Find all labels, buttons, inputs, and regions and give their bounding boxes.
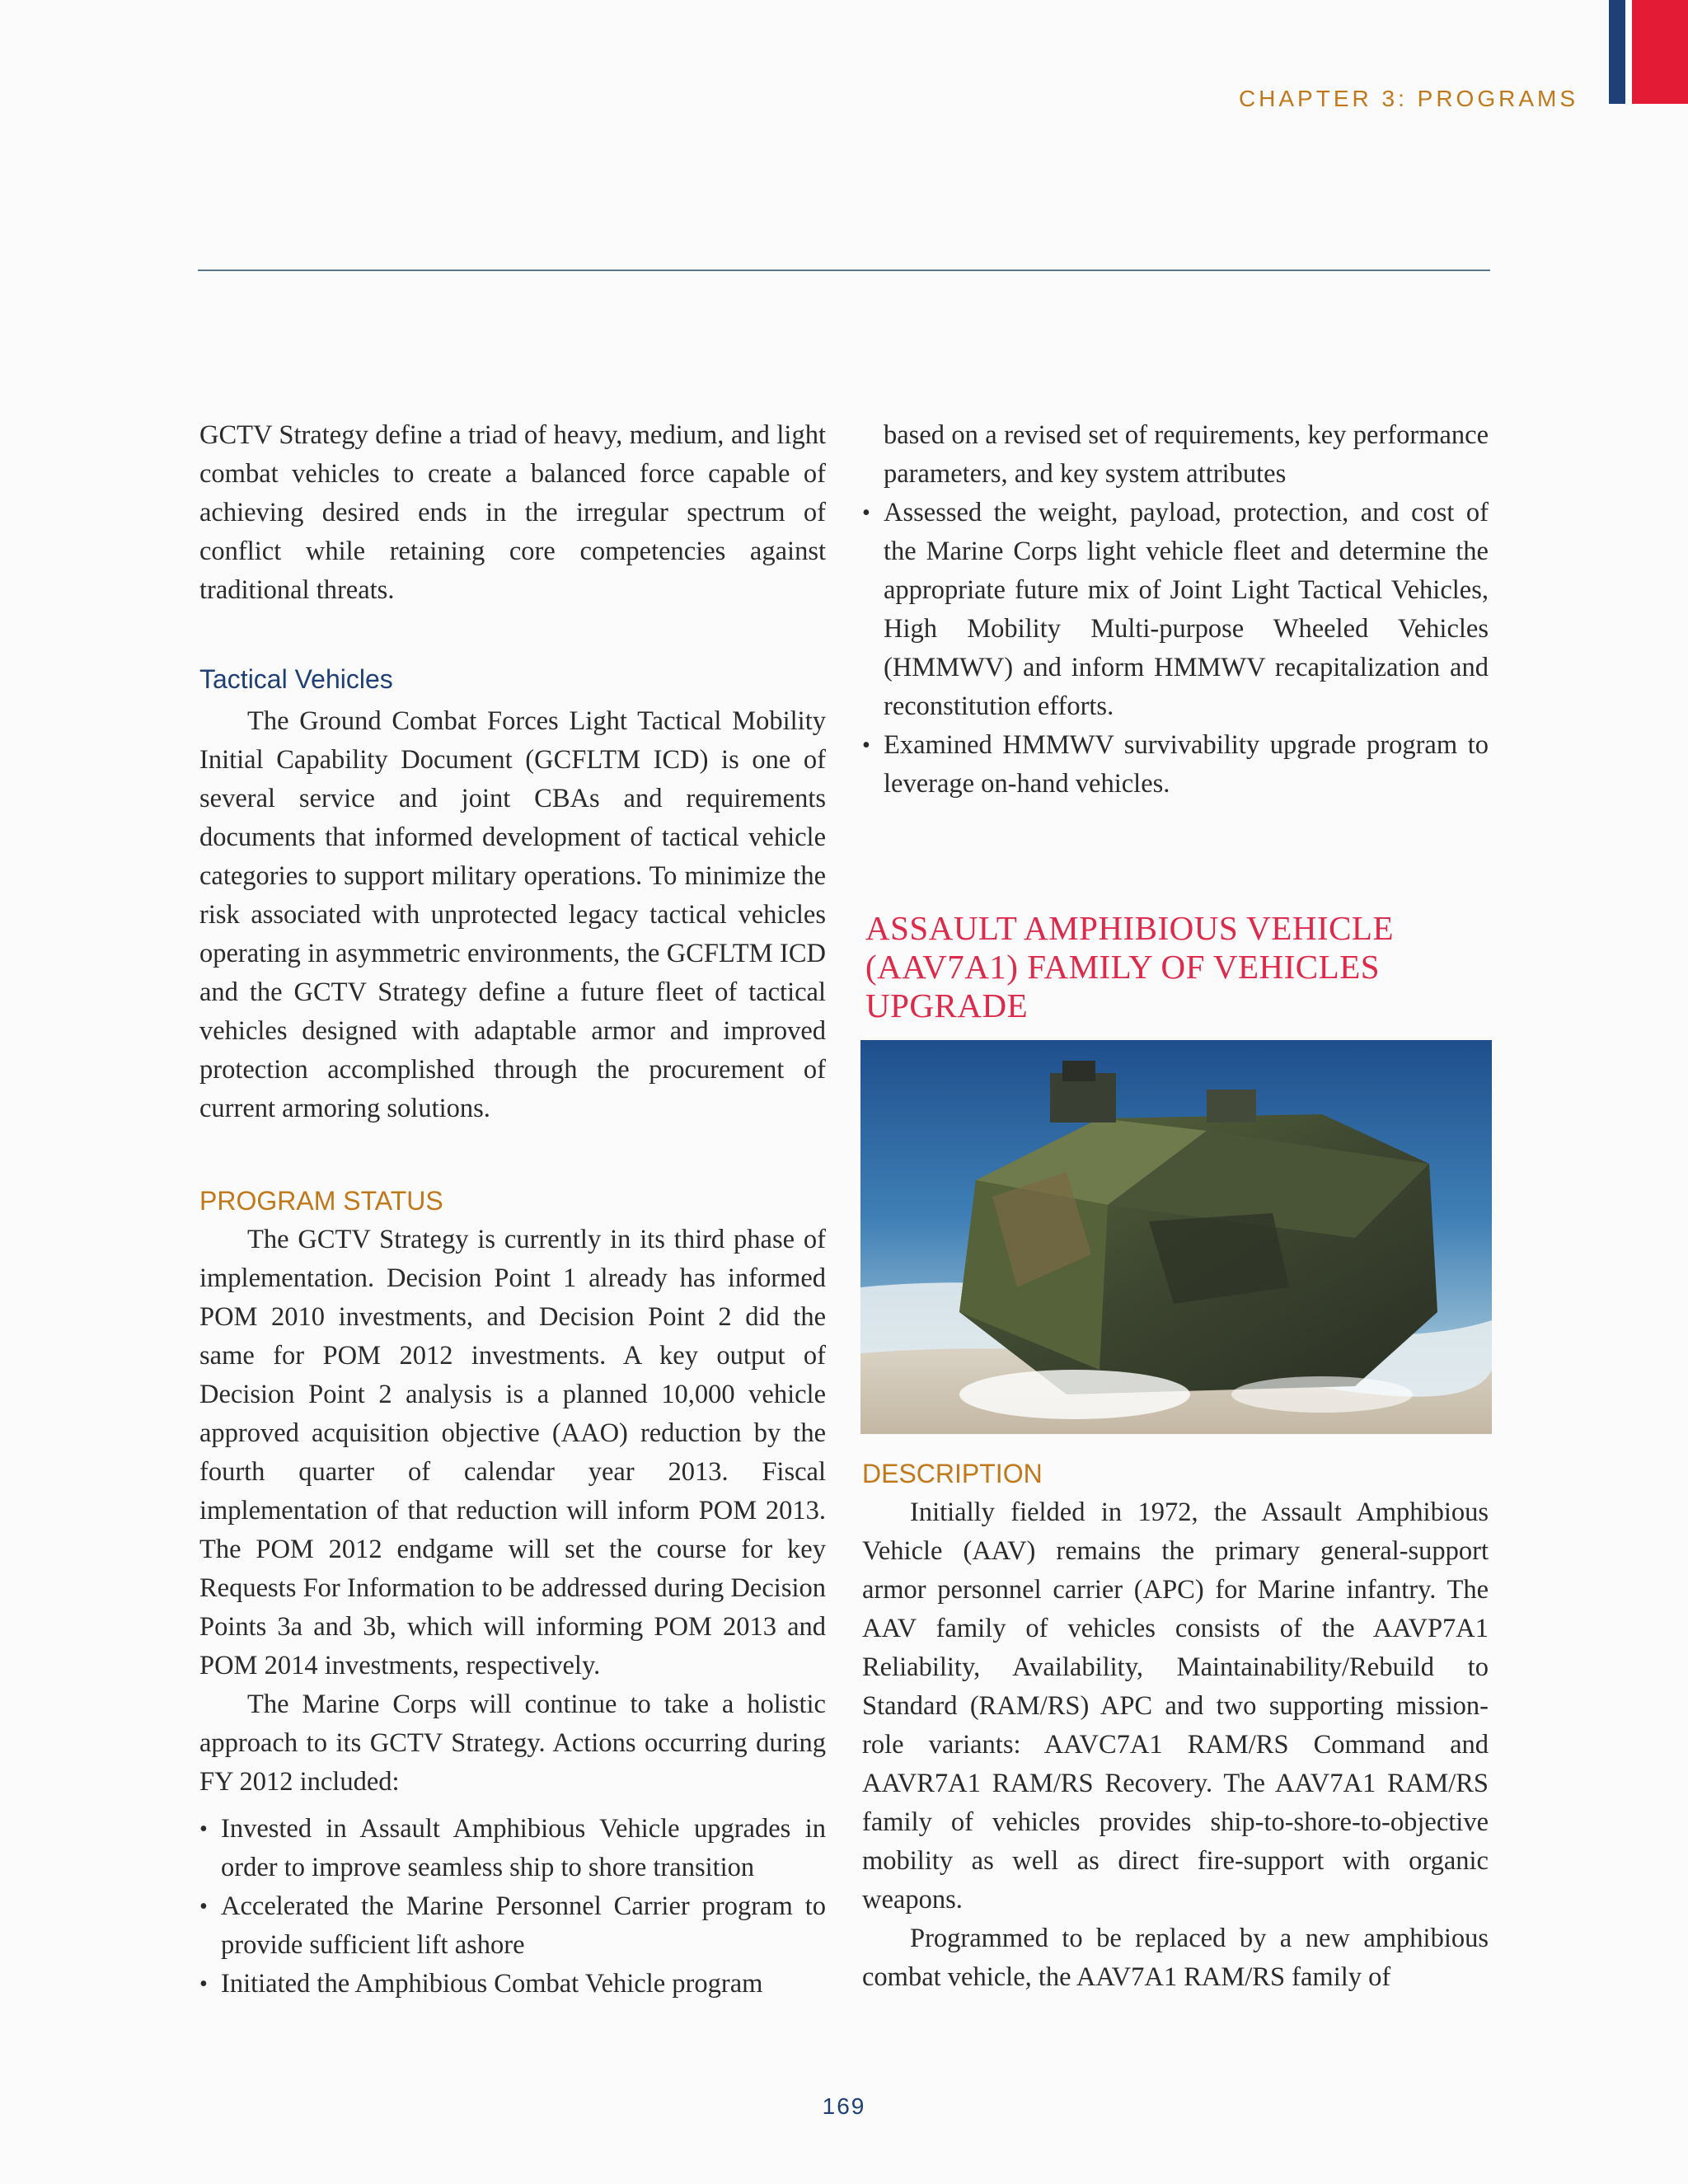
list-item: • Invested in Assault Amphibious Vehicle upgrades in order to improve seamless ship to shore transition <box>199 1810 826 1887</box>
program-status-heading: PROGRAM STATUS <box>199 1186 443 1216</box>
header-rule <box>198 269 1490 271</box>
list-item: • Accelerated the Marine Personnel Carrier program to provide sufficient lift ashore <box>199 1887 826 1965</box>
list-item: • Examined HMMWV survivability upgrade program to leverage on-hand vehicles. <box>862 726 1489 804</box>
tactical-vehicles-heading: Tactical Vehicles <box>199 664 393 694</box>
actions-list <box>199 1810 826 2004</box>
list-item: • Assessed the weight, payload, protection, and cost of the Marine Corps light vehicle fleet and determine the appropriate future mix of Joint Light Tactical Vehicles, High Mobility Multi-purpose Wheeled Vehicles (HMMWV) and inform HMMWV recapitalization and reconstitution efforts. <box>862 494 1489 726</box>
header-flag-red-bar <box>1632 0 1688 104</box>
left-column <box>199 416 826 2004</box>
description-paragraph-1: Initially fielded in 1972, the Assault Amphibious Vehicle (AAV) remains the primary general-support armor personnel carrier (APC) for Marine infantry. The AAV family of vehicles consists of the AAVP7A1 Reliability, Availability, Maintainability/Rebuild to Standard (RAM/RS) APC and two supporting mission-role variants: AAVC7A1 RAM/RS Command and AAVR7A1 RAM/RS Recovery. The AAV7A1 RAM/RS family of vehicles provides ship-to-shore-to-objective mobility as well as direct fire-support with organic weapons. <box>862 1497 1489 1915</box>
actions-list-continued <box>862 494 1489 804</box>
right-column <box>862 416 1489 1997</box>
header-flag-white-bar <box>1625 0 1632 104</box>
section-title: ASSAULT AMPHIBIOUS VEHICLE (AAV7A1) FAMILY OF VEHICLES UPGRADE <box>865 909 1395 1024</box>
list-item: • Initiated the Amphibious Combat Vehicle program <box>199 1965 826 2004</box>
program-status-paragraph-1: The GCTV Strategy is currently in its third phase of implementation. Decision Point 1 already has informed POM 2010 investments, and Decision Point 2 did the same for POM 2012 investments. A key output of Decision Point 2 analysis is a planned 10,000 vehicle approved acquisition objective (AAO) reduction by the fourth quarter of calendar year 2013. Fiscal implementation of that reduction will inform POM 2013. The POM 2012 endgame will set the course for key Requests For Information to be addressed during Decision Points 3a and 3b, which will informing POM 2013 and POM 2014 investments, respectively. <box>199 1225 826 1680</box>
program-status-paragraph-2: The Marine Corps will continue to take a holistic approach to its GCTV Strategy. Actions occurring during FY 2012 included: <box>199 1690 826 1797</box>
description-paragraph-2: Programmed to be replaced by a new amphibious combat vehicle, the AAV7A1 RAM/RS family of <box>862 1924 1489 1992</box>
page-number: 169 <box>822 2093 866 2119</box>
tactical-vehicles-paragraph: The Ground Combat Forces Light Tactical Mobility Initial Capability Document (GCFLTM ICD) is one of several service and joint CBAs and requirements documents that informed development of tactical vehicle categories to support military operations. To minimize the risk associated with unprotected legacy tactical vehicles operating in asymmetric environments, the GCFLTM ICD and the GCTV Strategy define a future fleet of tactical vehicles designed with adaptable armor and improved protection accomplished through the procurement of current armoring solutions. <box>199 706 826 1123</box>
chapter-title: CHAPTER 3: PROGRAMS <box>1238 86 1578 111</box>
list-continuation: based on a revised set of requirements, key performance parameters, and key system attributes <box>884 420 1489 489</box>
description-heading: DESCRIPTION <box>862 1459 1043 1488</box>
aav-vehicle-photo <box>860 1040 1492 1434</box>
intro-paragraph: GCTV Strategy define a triad of heavy, medium, and light combat vehicles to create a balanced force capable of achieving desired ends in the irregular spectrum of conflict while retaining core competencies against traditional threats. <box>199 420 826 605</box>
header-flag-blue-bar <box>1609 0 1625 104</box>
